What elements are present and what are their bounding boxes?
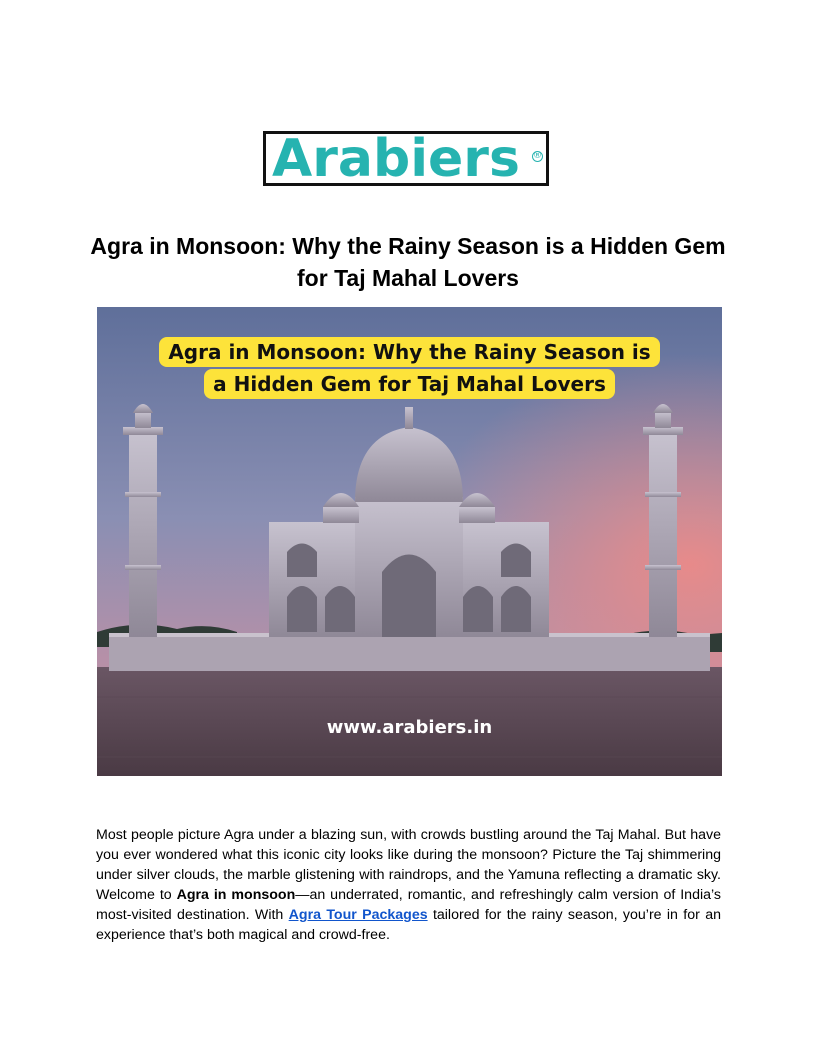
article-title: Agra in Monsoon: Why the Rainy Season is a Hidden Gem for Taj Mahal Lovers — [90, 233, 726, 291]
paragraph-text: —an underrated, romantic, and refreshingly calm version of India’s most-visited destination. With — [96, 887, 721, 923]
agra-tour-packages-link[interactable]: Agra Tour Packages — [288, 907, 428, 923]
paragraph-text: tailored for the rainy season, you’re in for an experience that’s both magical and crowd-free. — [96, 907, 721, 943]
brand-logo — [263, 129, 549, 189]
logo-text: Arabiers — [272, 129, 520, 189]
hero-url-watermark: www.arabiers.in — [326, 717, 493, 738]
hero-banner-line-1: Agra in Monsoon: Why the Rainy Season is — [97, 337, 722, 367]
hero-banner-line-2: a Hidden Gem for Taj Mahal Lovers — [97, 369, 722, 399]
intro-paragraph — [96, 825, 721, 945]
hero-image — [97, 307, 722, 776]
paragraph-bold-phrase: Agra in monsoon — [176, 887, 296, 903]
paragraph-text: Most people picture Agra under a blazing sun, with crowds bustling around the Taj Mahal. But have you ever wondered what this iconic city looks like during the monsoon? Picture the Taj shimmering under silver clouds, the marble glistening with raindrops, and the Yamuna reflecting a dramatic sky. Welcome to — [96, 827, 721, 903]
registered-mark-icon: ® — [533, 151, 542, 161]
